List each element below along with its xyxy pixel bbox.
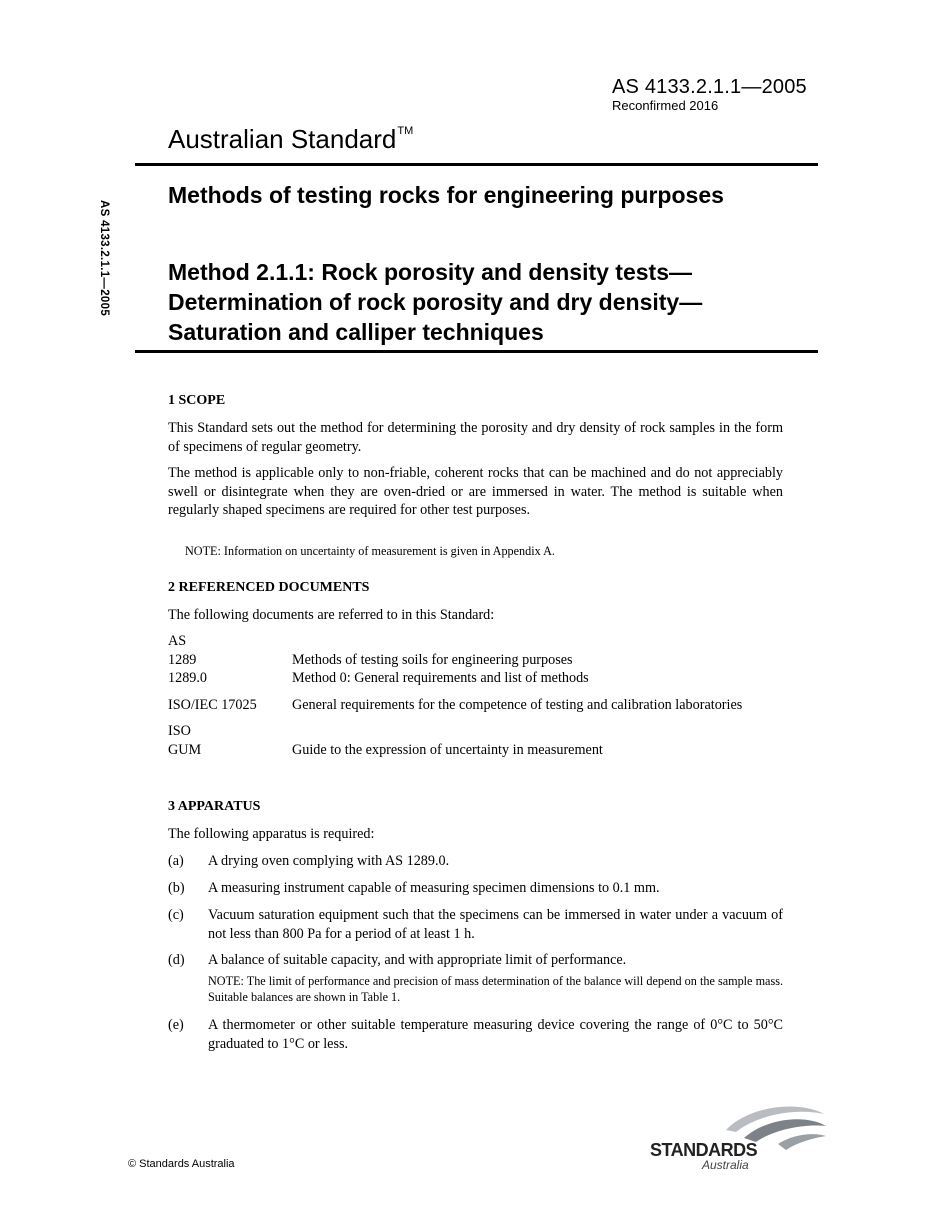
item-label: (a) (168, 853, 184, 869)
reference-code: ISO/IEC 17025 (168, 696, 257, 713)
reference-row (168, 632, 783, 651)
method-title: Method 2.1.1: Rock porosity and density tests—Determination of rock porosity and dry density—Saturation and calliper techniques (168, 259, 703, 345)
reference-row (168, 651, 783, 670)
item-text: A measuring instrument capable of measuring specimen dimensions to 0.1 mm. (208, 880, 660, 896)
apparatus-item (168, 1016, 783, 1053)
reference-code: 1289.0 (168, 670, 208, 687)
references-heading: 2 REFERENCED DOCUMENTS (168, 580, 370, 595)
reference-row (168, 741, 783, 760)
reference-group (168, 632, 783, 688)
scope-paragraph-2: The method is applicable only to non-friable, coherent rocks that can be machined and do not appreciably swell or disintegrate when they are oven-dried or are immersed in water. The method is suitable when regularly shaped specimens are required for other test purposes. (168, 465, 783, 519)
title-rule (135, 350, 818, 353)
item-text: Vacuum saturation equipment such that the specimens can be immersed in water under a vacuum of not less than 800 Pa for a period of at least 1 h. (208, 907, 783, 942)
standard-number: AS 4133.2.1.1—2005 (612, 76, 807, 98)
reference-code: 1289 (168, 651, 197, 668)
apparatus-heading: 3 APPARATUS (168, 799, 261, 814)
reference-code: GUM (168, 741, 202, 758)
item-label: (b) (168, 880, 185, 896)
apparatus-item (168, 852, 783, 871)
reference-code: AS (168, 633, 187, 649)
reference-title: Guide to the expression of uncertainty in measurement (292, 741, 603, 758)
reference-title: General requirements for the competence of testing and calibration laboratories (292, 696, 743, 713)
reference-row (168, 696, 783, 715)
scope-note: NOTE: Information on uncertainty of measurement is given in Appendix A. (185, 544, 555, 558)
reference-group (168, 722, 783, 759)
reference-title (292, 722, 783, 741)
trademark-mark: TM (397, 125, 414, 137)
document-title: Methods of testing rocks for engineering purposes (168, 182, 724, 208)
scope-paragraph-1: This Standard sets out the method for determining the porosity and dry density of rock samples in the form of specimens of regular geometry. (168, 420, 783, 455)
item-note: NOTE: The limit of performance and precision of mass determination of the balance will depend on the sample mass. Suitable balances are shown in Table 1. (208, 973, 783, 1004)
side-standard-label: AS 4133.2.1.1—2005 (98, 200, 110, 317)
brand-title (168, 124, 413, 155)
item-text: A balance of suitable capacity, and with appropriate limit of performance. (208, 952, 627, 968)
apparatus-intro: The following apparatus is required: (168, 826, 375, 842)
reference-row (168, 669, 783, 688)
reference-code: ISO (168, 723, 191, 740)
reconfirmed-date: Reconfirmed 2016 (612, 98, 719, 113)
item-label: (e) (168, 1017, 184, 1033)
reference-row (168, 722, 783, 741)
scope-heading: 1 SCOPE (168, 393, 226, 408)
apparatus-item (168, 951, 783, 1005)
logo-swoosh-tail (778, 1134, 826, 1150)
copyright-notice: © Standards Australia (128, 1158, 235, 1170)
reference-title (292, 632, 783, 651)
reference-title: Method 0: General requirements and list of methods (292, 670, 589, 687)
header-rule (135, 163, 818, 166)
item-label: (d) (168, 952, 185, 968)
brand-text: Australian Standard (168, 124, 397, 154)
reference-title: Methods of testing soils for engineering purposes (292, 651, 573, 668)
item-text: A thermometer or other suitable temperature measuring device covering the range of 0°C to 50°C graduated to 1°C or less. (208, 1017, 783, 1052)
standards-australia-logo (648, 1100, 828, 1172)
apparatus-item (168, 906, 783, 943)
reference-group (168, 696, 783, 715)
references-intro: The following documents are referred to in this Standard: (168, 607, 495, 623)
logo-text-australia: Australia (702, 1158, 749, 1172)
logo-swoosh-dark (744, 1119, 826, 1142)
logo-text-standards: STANDARDS (650, 1140, 758, 1160)
item-content (208, 951, 783, 1005)
item-label: (c) (168, 907, 184, 923)
apparatus-item (168, 879, 783, 898)
references-table (168, 632, 783, 768)
item-text: A drying oven complying with AS 1289.0. (208, 853, 450, 869)
